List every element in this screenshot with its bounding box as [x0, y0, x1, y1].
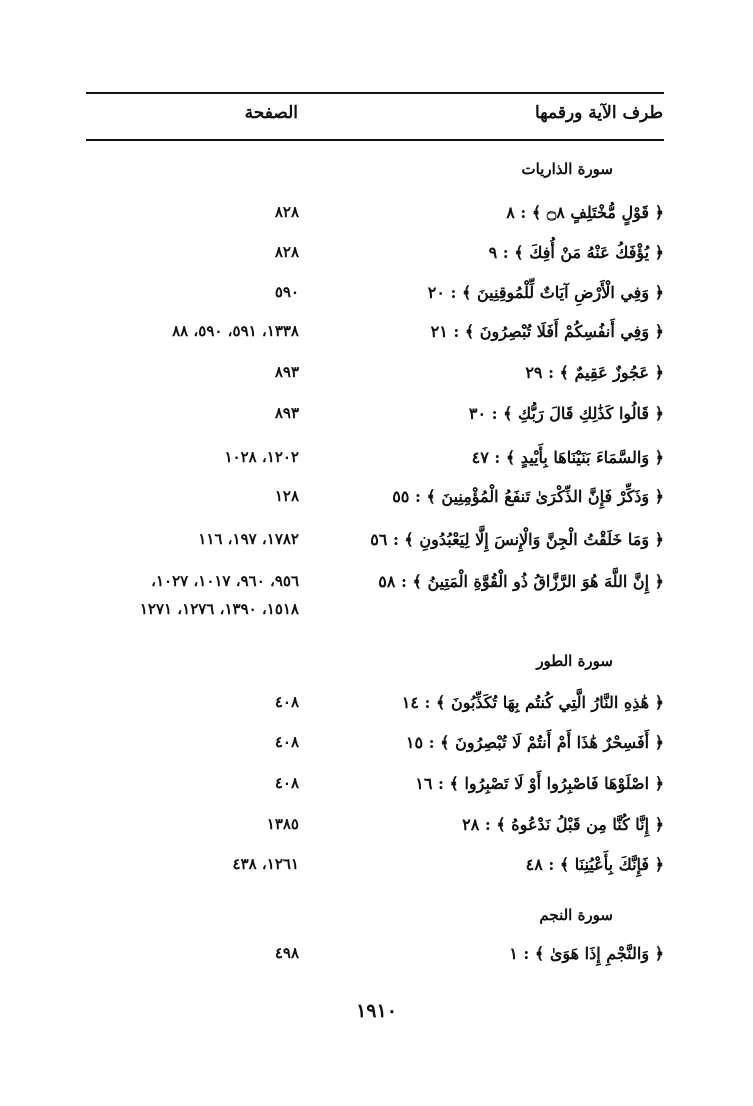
header-verse-column: طرف الآية ورقمها — [534, 103, 663, 123]
page-refs: ٨٢٨ — [274, 243, 299, 261]
page-refs: ١٢٦١، ٤٣٨ — [232, 855, 299, 873]
page-refs: ١٣٨٥ — [266, 815, 299, 833]
verse-text: ﴿ إِنَّ اللَّهَ هُوَ الرَّزَّاقُ ذُو الْقُوَّةِ الْمَتِينُ ﴾ : ٥٨ — [378, 572, 664, 591]
index-row — [60, 283, 664, 313]
index-row — [60, 774, 664, 804]
index-row — [60, 487, 664, 517]
verse-text: ﴿ قَوْلٍ مُّخْتَلِفٍ ۝٨ ﴾ : ٨ — [506, 203, 664, 222]
page-refs: ٨٩٣ — [274, 404, 299, 422]
index-row — [60, 733, 664, 763]
verse-text: ﴿ وَالنَّجْمِ إِذَا هَوَىٰ ﴾ : ١ — [509, 944, 664, 963]
index-row — [60, 363, 664, 393]
page-refs: ٥٩٠ — [274, 283, 299, 301]
page-refs: ٤٩٨ — [274, 944, 299, 962]
index-row — [60, 530, 664, 560]
verse-text: ﴿ وَفِي الْأَرْضِ آيَاتٌ لِّلْمُوقِنِينَ ﴾ : ٢٠ — [427, 283, 664, 302]
header-rule — [86, 139, 664, 141]
index-row — [60, 572, 664, 632]
verse-text: ﴿ وَمَا خَلَقْتُ الْجِنَّ وَالْإِنسَ إِلَّا لِيَعْبُدُونِ ﴾ : ٥٦ — [370, 530, 664, 549]
index-row — [60, 243, 664, 273]
verse-text: ﴿ هَٰذِهِ النَّارُ الَّتِي كُنتُم بِهَا تُكَذِّبُونَ ﴾ : ١٤ — [401, 693, 664, 712]
verse-text: ﴿ إِنَّا كُنَّا مِن قَبْلُ نَدْعُوهُ ﴾ : ٢٨ — [462, 815, 664, 834]
page-refs: ٤٠٨ — [274, 733, 299, 751]
verse-text: ﴿ أَفَسِحْرٌ هَٰذَا أَمْ أَنتُمْ لَا تُبْصِرُونَ ﴾ : ١٥ — [405, 733, 664, 752]
index-row — [60, 855, 664, 885]
page-refs: ١٧٨٢، ١٩٧، ١١٦ — [198, 530, 299, 548]
verse-text: ﴿ وَفِي أَنفُسِكُمْ أَفَلَا تُبْصِرُونَ ﴾ : ٢١ — [430, 322, 664, 341]
surah-title: سورة النجم — [539, 906, 613, 924]
index-row — [60, 944, 664, 974]
verse-text: ﴿ فَإِنَّكَ بِأَعْيُنِنَا ﴾ : ٤٨ — [525, 855, 664, 874]
verse-text: ﴿ قَالُوا كَذَٰلِكِ قَالَ رَبُّكِ ﴾ : ٣٠ — [468, 404, 664, 423]
page-refs-continued: ١٥١٨، ١٣٩٠، ١٢٧٦، ١٢٧١ — [139, 600, 299, 618]
index-row — [60, 815, 664, 845]
page-refs: ١٣٣٨، ٥٩١، ٥٩٠، ٨٨ — [172, 322, 299, 340]
page-refs: ٩٥٦، ٩٦٠، ١٠١٧، ١٠٢٧، — [151, 572, 299, 590]
surah-title: سورة الذاريات — [521, 160, 613, 178]
verse-text: ﴿ عَجُوزٌ عَقِيمٌ ﴾ : ٢٩ — [525, 363, 664, 382]
page-refs: ٤٠٨ — [274, 774, 299, 792]
index-row — [60, 404, 664, 434]
index-row — [60, 322, 664, 352]
page-refs: ١٢٨ — [274, 487, 299, 505]
verse-text: ﴿ يُؤْفَكُ عَنْهُ مَنْ أُفِكَ ﴾ : ٩ — [488, 243, 664, 262]
verse-text: ﴿ اصْلَوْهَا فَاصْبِرُوا أَوْ لَا تَصْبِرُوا ﴾ : ١٦ — [415, 774, 664, 793]
index-row — [60, 693, 664, 723]
page-refs: ٨٢٨ — [274, 203, 299, 221]
page-refs: ٤٠٨ — [274, 693, 299, 711]
top-rule — [86, 92, 664, 94]
page-number: ١٩١٠ — [356, 1000, 397, 1022]
index-row — [60, 203, 664, 233]
surah-title: سورة الطور — [536, 652, 613, 670]
verse-text: ﴿ وَذَكِّرْ فَإِنَّ الذِّكْرَىٰ تَنفَعُ الْمُؤْمِنِينَ ﴾ : ٥٥ — [392, 487, 664, 506]
page-refs: ١٢٠٢، ١٠٢٨ — [224, 448, 299, 466]
index-row — [60, 448, 664, 478]
page-refs: ٨٩٣ — [274, 363, 299, 381]
header-page-column: الصفحة — [244, 103, 298, 123]
verse-text: ﴿ وَالسَّمَاءَ بَنَيْنَاهَا بِأَيْيدٍ ﴾ : ٤٧ — [471, 448, 664, 467]
